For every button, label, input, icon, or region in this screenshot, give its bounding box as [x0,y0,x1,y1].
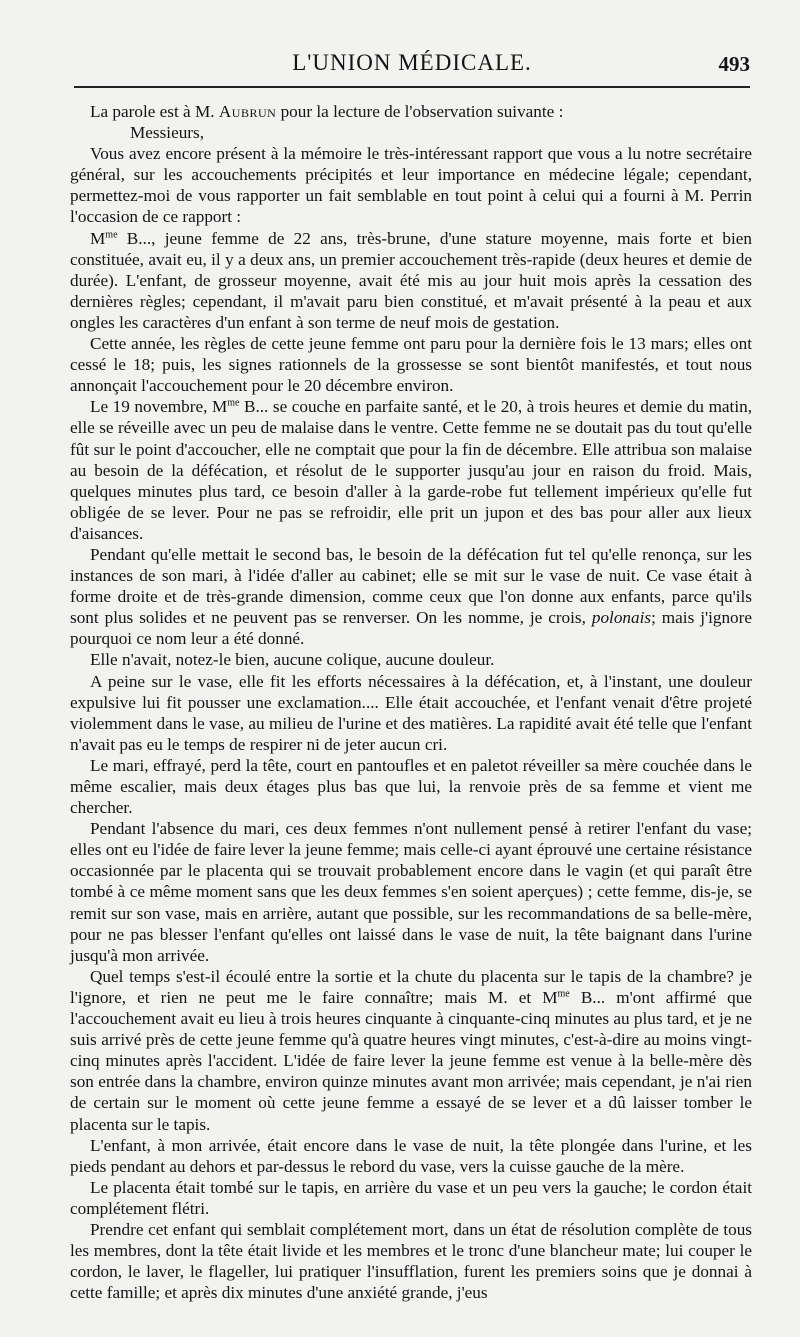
paragraph: Elle n'avait, notez-le bien, aucune colique, aucune douleur. [90,650,495,670]
paragraph: Le mari, effrayé, perd la tête, court en pantoufles et en paletot réveiller sa mère couchée dans le même escalier, mais deux étages plus bas que lui, la renvoie près de sa femme et vient me chercher. [70,755,752,818]
journal-title: L'UNION MÉDICALE. [292,50,532,75]
paragraph: Prendre cet enfant qui semblait complétement mort, dans un état de résolution complète de tous les membres, dont la tête était livide et les membres et le tronc d'une blancheur mate; lui couper le cordon, le laver, le flageller, lui pratiquer l'insufflation, furent les premiers soins que je donnai à cette famille; et après dix minutes d'une anxiété grande, j'eus [70,1219,752,1303]
paragraph [70,101,752,122]
page-number: 493 [718,52,750,76]
salutation: Messieurs, [130,123,204,143]
article-body [70,101,752,1303]
paragraph: L'enfant, à mon arrivée, était encore dans le vase de nuit, la tête plongée dans l'urine, et les pieds pendant au dehors et par-dessus le rebord du vase, vers la cuisse gauche de la mère. [70,1135,752,1176]
paragraph: Cette année, les règles de cette jeune femme ont paru pour la dernière fois le 13 mars; elles ont cessé le 18; puis, les signes rationnels de la grossesse se sont bientôt manifestés, et tout nous annonçait l'accouchement pour le 20 décembre environ. [70,334,752,396]
paragraph: Vous avez encore présent à la mémoire le très-intéressant rapport que vous a lu notre secrétaire général, sur les accouchements précipités et leur importance en médecine légale; cependant, permettez-moi de vous rapporter un fait semblable en tout point à celui qui a fourni à M. Perrin l'occasion de ce rapport : [70,144,752,227]
text: B... m'ont affirmé que l'accouchement avait eu lieu à trois heures cinquante à cinquante-cinq minutes au plus tard, et je ne suis arrivé près de cette jeune femme qu'à quatre heures vingt minutes, c'est-à-dire au moins vingt-cinq minutes après l'accident. L'idée de faire lever la jeune femme est venue à la belle-mère dès son entrée dans la chambre, environ quinze minutes avant mon arrivée; mais cependant, je n'ai rien de certain sur le moment où cette jeune femme a essayé de se lever et a dû laisser tomber le placenta sur le tapis. [70,987,752,1134]
text: ; mais j'ignore pourquoi ce nom leur a été donné. [70,608,752,649]
superscript: me [557,988,570,1000]
paragraph: A peine sur le vase, elle fit les efforts nécessaires à la défécation, et, à l'instant, une douleur expulsive lui fit pousser une exclamation.... Elle était accouchée, et l'enfant venait d'être projeté violemment dans le vase, au milieu de l'urine et des matières. La rapidité avait été telle que l'enfant n'avait pas eu le temps de respirer ni de jeter aucun cri. [70,671,752,754]
text: Le 19 novembre, M [90,397,228,417]
paragraph: Pendant l'absence du mari, ces deux femmes n'ont nullement pensé à retirer l'enfant du vase; elles ont eu l'idée de faire lever la jeune femme; mais celle-ci ayant éprouvé une certaine résistance occasionnée par le placenta qui se trouvait probablement encore dans le vagin (et qui paraît être tombé à ce même moment sans que les deux femmes s'en soient aperçues) ; cette femme, dis-je, se remit sur son vase, mais en arrière, autant que possible, sur les recommandations de sa belle-mère, pour ne pas blesser l'enfant qu'elles ont laissé dans le vase de nuit, la tête baignant dans l'urine jusqu'à mon arrivée. [70,819,752,965]
superscript: me [227,397,240,409]
text: Pendant qu'elle mettait le second bas, le besoin de la défécation fut tel qu'elle renonça, sur les instances de son mari, à l'idée d'aller au cabinet; elle se mit sur le vase de nuit. Ce vase était à forme droite et de très-grande dimension, comme ceux que l'on donne aux enfants, parce qu'ils sont plus solides et ne peuvent pas se renverser. On les nomme, je crois, [70,544,752,628]
running-header [74,46,750,88]
superscript: me [105,228,118,240]
paragraph [70,966,752,1135]
text: B... se couche en parfaite santé, et le 20, à trois heures et demie du matin, elle se réveille avec un peu de malaise dans le ventre. Cette femme ne se doutait pas du tout qu'elle fût sur le point d'accoucher, elle ne comptait que pour la fin de décembre. Elle attribua son malaise au besoin de la défécation, et résolut de le supporter jusqu'au jour en raison du froid. Mais, quelques minutes plus tard, ce besoin d'aller à la garde-robe fut tellement impérieux qu'elle fut obligée de se lever. Pour ne pas se refroidir, elle prit un jupon et des bas pour aller aux lieux d'aisances. [70,397,753,543]
text: pour la lecture de l'observation suivante : [276,102,564,121]
text: M [90,228,106,248]
text: Quel temps s'est-il écoulé entre la sortie et la chute du placenta sur le tapis de la chambre? je l'ignore, et rien ne peut me le faire connaître; mais M. et M [70,966,752,1007]
paragraph [70,544,752,649]
paragraph [70,396,752,544]
author-name: Aubrun [218,102,277,121]
text: La parole est à M. [90,102,219,121]
paragraph [70,228,752,333]
text: B..., jeune femme de 22 ans, très-brune, d'une stature moyenne, mais forte et bien constituée, avait eu, il y a deux ans, un premier accouchement très-rapide (deux heures et demie de durée). L'enfant, de grosseur moyenne, avait été mis au jour huit mois après la cessation des dernières règles; cependant, il m'avait paru bien constitué, et m'avait présenté à la peau et aux ongles les caractères d'un enfant à son terme de neuf mois de gestation. [70,228,752,332]
italic-term: polonais [591,608,652,628]
paragraph: Le placenta était tombé sur le tapis, en arrière du vase et un peu vers la gauche; le cordon était complétement flétri. [70,1177,752,1218]
